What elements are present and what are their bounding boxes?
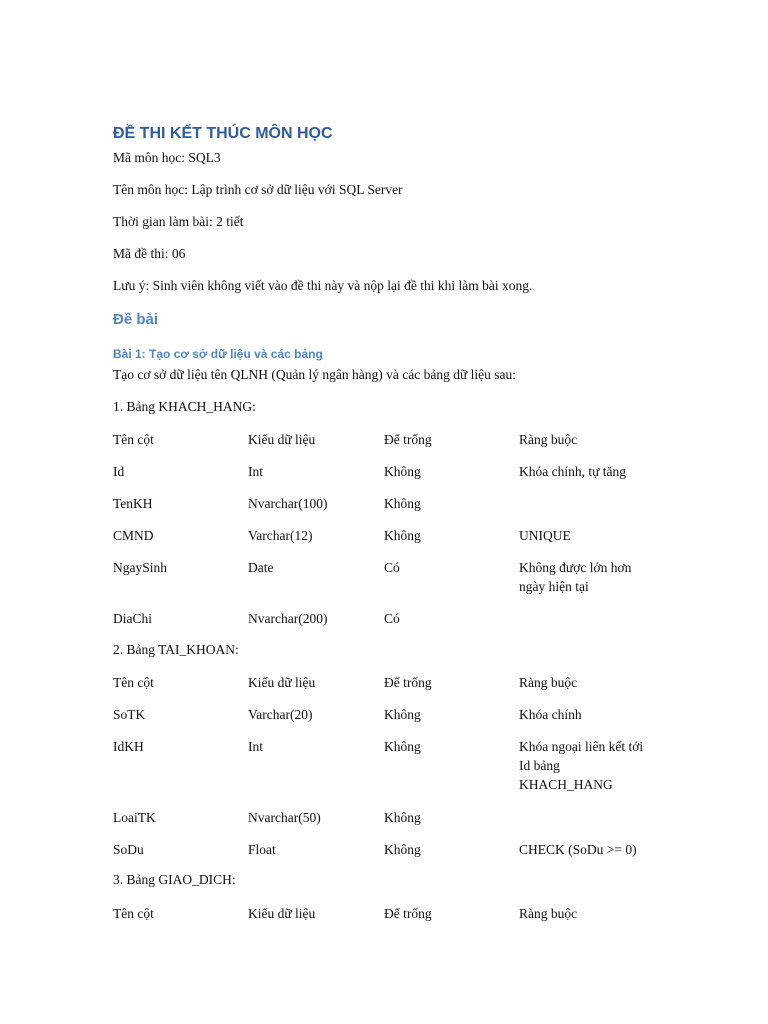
exam-duration: Thời gian làm bài: 2 tiết — [113, 214, 244, 229]
table-3-header-cell: Tên cột — [113, 906, 154, 921]
table-cell: IdKH — [113, 739, 144, 754]
exercise-1-intro: Tạo cơ sở dữ liệu tên QLNH (Quản lý ngân hàng) và các bảng dữ liệu sau: — [113, 367, 517, 382]
exam-note: Lưu ý: Sinh viên không viết vào đề thi này và nộp lại đề thi khi làm bài xong. — [113, 278, 533, 293]
table-cell: Int — [248, 739, 263, 754]
table-cell: NgaySinh — [113, 560, 167, 575]
table-cell: Int — [248, 464, 263, 479]
table-cell: LoaiTK — [113, 810, 156, 825]
table-cell: CMND — [113, 528, 154, 543]
course-code: Mã môn học: SQL3 — [113, 150, 221, 165]
table-3-header-cell: Ràng buộc — [519, 906, 578, 921]
table-cell: DiaChi — [113, 611, 152, 626]
table-cell: Có — [384, 611, 400, 626]
table-1-caption: 1. Bảng KHACH_HANG: — [113, 399, 256, 414]
table-cell: Nvarchar(200) — [248, 611, 328, 626]
table-2-header-cell: Kiểu dữ liệu — [248, 675, 316, 690]
table-cell: Không — [384, 739, 421, 754]
table-1-header-cell: Tên cột — [113, 432, 154, 447]
table-cell: Nvarchar(50) — [248, 810, 321, 825]
table-cell: Khóa chính — [519, 707, 582, 722]
table-cell: Không — [384, 496, 421, 511]
table-3-header-cell: Kiểu dữ liệu — [248, 906, 316, 921]
table-cell: Date — [248, 560, 274, 575]
table-cell: Không — [384, 707, 421, 722]
table-cell: TenKH — [113, 496, 153, 511]
exam-title: ĐỀ THI KẾT THÚC MÔN HỌC — [113, 125, 333, 142]
table-cell: Không — [384, 464, 421, 479]
table-cell: Nvarchar(100) — [248, 496, 328, 511]
table-2-header-cell: Để trống — [384, 675, 432, 690]
table-cell: SoTK — [113, 707, 146, 722]
exam-code: Mã đề thi: 06 — [113, 246, 186, 261]
table-cell: Không — [384, 528, 421, 543]
table-3-caption: 3. Bảng GIAO_DICH: — [113, 872, 236, 887]
table-cell: Có — [384, 560, 400, 575]
table-2-header-cell: Tên cột — [113, 675, 154, 690]
table-2-caption: 2. Bảng TAI_KHOAN: — [113, 642, 239, 657]
section-heading: Đề bài — [113, 311, 159, 328]
table-cell: Không được lớn hơn ngày hiện tại — [519, 560, 632, 594]
table-3-header-cell: Để trống — [384, 906, 432, 921]
table-1-header-cell: Kiểu dữ liệu — [248, 432, 316, 447]
course-name: Tên môn học: Lập trình cơ sở dữ liệu với SQL Server — [113, 182, 403, 197]
table-1-header-cell: Để trống — [384, 432, 432, 447]
table-cell: Float — [248, 842, 276, 857]
table-cell: Varchar(12) — [248, 528, 313, 543]
table-cell: Id — [113, 464, 125, 479]
table-2-header-cell: Ràng buộc — [519, 675, 578, 690]
table-cell: Không — [384, 842, 421, 857]
table-cell: UNIQUE — [519, 528, 571, 543]
table-cell: CHECK (SoDu >= 0) — [519, 842, 637, 857]
table-cell: Varchar(20) — [248, 707, 313, 722]
table-cell: Không — [384, 810, 421, 825]
table-cell: Khóa chính, tự tăng — [519, 464, 627, 479]
table-cell: Khóa ngoại liên kết tới Id bảng KHACH_HANG — [519, 739, 644, 792]
table-cell: SoDu — [113, 842, 144, 857]
exercise-1-heading: Bài 1: Tạo cơ sở dữ liệu và các bảng — [113, 347, 323, 361]
table-1-header-cell: Ràng buộc — [519, 432, 578, 447]
